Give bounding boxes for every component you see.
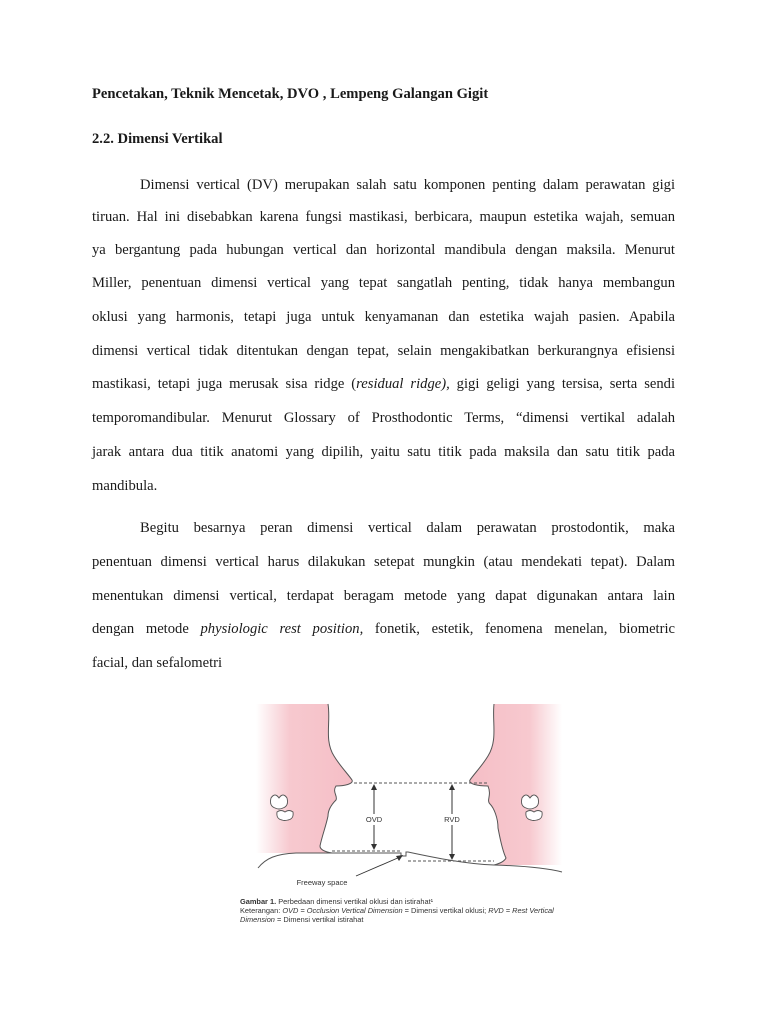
residual-ridge-term: residual ridge),: [356, 376, 450, 392]
caption-dimension-word: Dimension: [240, 915, 275, 924]
caption-ovd-definition: OVD = Occlusion Vertical Dimension: [282, 906, 403, 915]
caption-text: Perbedaan dimensi vertikal oklusi dan istirahat¹: [276, 897, 434, 906]
line-7-text-a: mastikasi, tetapi juga merusak sisa ridge (: [92, 376, 357, 392]
figure-caption-line-2: [240, 906, 554, 915]
caption-note-middle: = Dimensi vertikal oklusi;: [402, 906, 489, 915]
paragraph-2-line-2: penentuan dimensi vertical harus dilakukan setepat mungkin (atau mendekati tepat). Dalam: [92, 554, 675, 570]
figure-caption-line-1: [240, 897, 433, 906]
rvd-label: RVD: [444, 815, 460, 824]
figure-caption-line-3: [240, 915, 363, 924]
paragraph-1-line-4: Miller, penentuan dimensi vertical yang tepat sangatlah penting, tidak hanya membangun: [92, 275, 675, 291]
paragraph-2-line-1: Begitu besarnya peran dimensi vertical dalam perawatan prostodontik, maka: [140, 520, 675, 536]
line-7-text-b: gigi geligi yang tersisa, serta sendi: [449, 376, 675, 392]
figure-illustration: [236, 700, 582, 930]
line-4-text-a: dengan metode: [92, 621, 201, 637]
paragraph-1-line-5: oklusi yang harmonis, tetapi juga untuk kenyamanan dan estetika wajah pasien. Apabila: [92, 309, 675, 325]
paragraph-1-line-9: jarak antara dua titik anatomi yang dipilih, yaitu satu titik pada maksila dan satu titik pada: [92, 444, 675, 460]
ovd-label: OVD: [365, 815, 383, 824]
caption-rvd-definition: RVD = Rest Vertical: [488, 906, 554, 915]
freeway-space-label: Freeway space: [296, 878, 348, 887]
paragraph-2-line-3: menentukan dimensi vertical, terdapat beragam metode yang dapat digunakan antara lain: [92, 588, 675, 604]
line-4-text-b: fonetik, estetik, fenomena menelan, biometric: [363, 621, 675, 637]
paragraph-1-line-7: [92, 375, 675, 393]
paragraph-1-line-8: temporomandibular. Menurut Glossary of Prosthodontic Terms, “dimensi vertikal adalah: [92, 410, 675, 426]
paragraph-1-line-1: Dimensi vertical (DV) merupakan salah satu komponen penting dalam perawatan gigi: [140, 177, 675, 193]
caption-note-prefix: Keterangan:: [240, 906, 283, 915]
paragraph-1-line-2: tiruan. Hal ini disebabkan karena fungsi mastikasi, berbicara, maupun estetika wajah, semuan: [92, 209, 675, 225]
paragraph-1-line-10: mandibula.: [92, 478, 158, 494]
left-face-profile: [256, 704, 352, 853]
paragraph-2-line-4: [92, 620, 675, 638]
document-title: Pencetakan, Teknik Mencetak, DVO , Lempeng Galangan Gigit: [92, 86, 489, 102]
paragraph-1-line-3: ya bergantung pada hubungan vertical dan horizontal mandibula dengan maksila. Menurut: [92, 242, 675, 258]
caption-note-end: = Dimensi vertikal istirahat: [274, 915, 364, 924]
paragraph-1-line-6: dimensi vertical tidak ditentukan dengan tepat, selain mengakibatkan berkurangnya efisiensi: [92, 343, 675, 359]
vertical-dimension-figure: [236, 700, 582, 930]
paragraph-2-line-5: facial, dan sefalometri: [92, 655, 223, 671]
caption-label: Gambar 1.: [240, 897, 277, 906]
section-heading: 2.2. Dimensi Vertikal: [92, 131, 223, 147]
physiologic-rest-position-term: physiologic rest position,: [200, 621, 364, 637]
freeway-pointer: [356, 857, 400, 876]
right-face-profile: [470, 704, 562, 865]
